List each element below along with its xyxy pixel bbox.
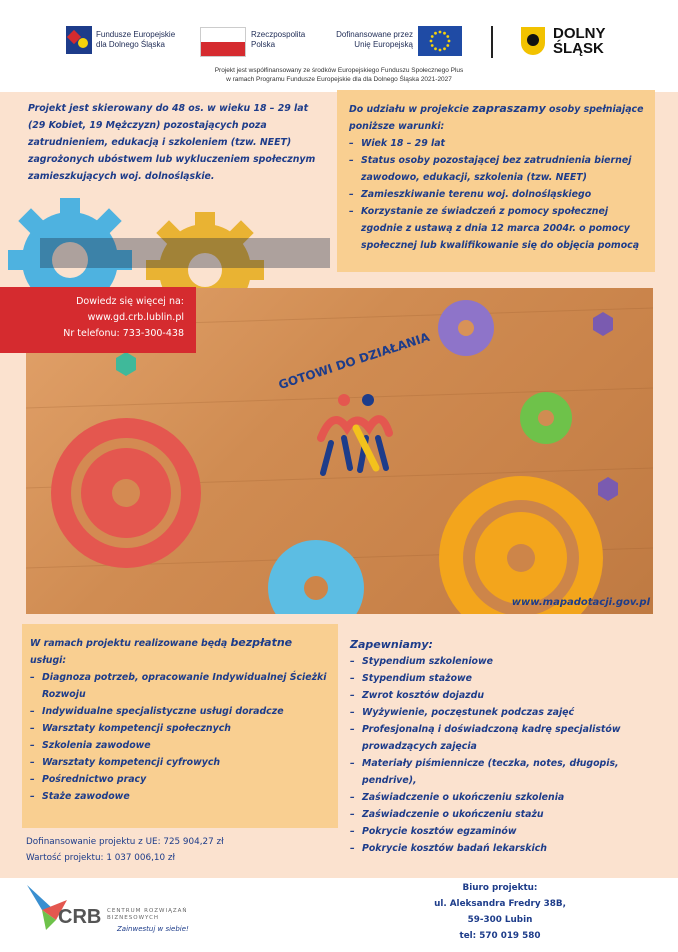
purple-nut-icon-2 bbox=[598, 477, 618, 501]
benefit-item: – Pokrycie kosztów badań lekarskich bbox=[350, 840, 650, 857]
service-item: – Pośrednictwo pracy bbox=[30, 771, 330, 788]
benefits-heading: Zapewniamy: bbox=[350, 638, 433, 651]
project-office: Biuro projektu: ul. Aleksandra Fredry 38B, 59-300 Lubin tel: 570 019 580 bbox=[400, 880, 600, 944]
eu-funding-amount: Dofinansowanie projektu z UE: 725 904,27 zł bbox=[26, 837, 224, 847]
benefit-item: – Stypendium stażowe bbox=[350, 670, 650, 687]
service-item: – Diagnoza potrzeb, opracowanie Indywidualnej Ścieżki Rozwoju bbox=[30, 669, 330, 703]
green-gear-icon bbox=[520, 392, 572, 444]
condition-item: – Status osoby pozostającej bez zatrudnienia biernej zawodowo, edukacji, szkolenia (tzw. NEET) bbox=[349, 152, 645, 186]
benefit-item: – Stypendium szkoleniowe bbox=[350, 653, 650, 670]
benefit-item: – Materiały piśmiennicze (teczka, notes, długopis, pendrive), bbox=[350, 755, 650, 789]
purple-nut-icon bbox=[593, 312, 613, 336]
conditions-list bbox=[349, 135, 645, 254]
condition-item: – Wiek 18 – 29 lat bbox=[349, 135, 645, 152]
project-intro bbox=[22, 90, 334, 190]
fundusze-europejskie-logo bbox=[66, 26, 92, 54]
benefits bbox=[338, 624, 658, 872]
dolny-slask-crest-icon bbox=[521, 27, 545, 55]
participation-conditions bbox=[337, 90, 655, 272]
gotowi-do-dzialania-logo bbox=[294, 373, 414, 493]
service-item: – Warsztaty kompetencji społecznych bbox=[30, 720, 330, 737]
benefit-item: – Pokrycie kosztów egzaminów bbox=[350, 823, 650, 840]
funding-info bbox=[26, 834, 224, 866]
intro-text: Projekt jest skierowany do 48 os. w wieku 18 – 29 lat (29 Kobiet, 19 Mężczyzn) pozostających poza zatrudnieniem, edukacją i szkoleniem (tzw. NEET) zagrożonych ubóstwem lub wykluczeniem społecznym zamieszkujących woj. dolnośląskie. bbox=[28, 103, 316, 182]
poland-flag-icon bbox=[200, 27, 246, 57]
contact-box bbox=[0, 287, 196, 353]
condition-item: – Korzystanie ze świadczeń z pomocy społecznej zgodnie z ustawą z dnia 12 marca 2004r. o pomocy społecznej lub kwalifikowanie się do objęcia pomocą bbox=[349, 203, 645, 254]
photo-credit[interactable]: www.mapadotacji.gov.pl bbox=[511, 597, 650, 608]
crb-subtitle: CENTRUM ROZWIĄZAŃ BIZNESOWYCH bbox=[107, 908, 188, 921]
conditions-heading: Do udziału w projekcie zapraszamy osoby spełniające poniższe warunki: bbox=[349, 102, 644, 132]
dolny-slask-logo-text: DOLNY ŚLĄSK bbox=[553, 25, 606, 57]
benefit-item: – Zwrot kosztów dojazdu bbox=[350, 687, 650, 704]
total-project-value: Wartość projektu: 1 037 006,10 zł bbox=[26, 853, 175, 863]
logo-text: GOTOWI DO DZIAŁANIA bbox=[276, 329, 432, 393]
light-blue-gear-icon bbox=[268, 540, 364, 614]
office-phone[interactable]: tel: 570 019 580 bbox=[459, 931, 541, 941]
service-item: – Szkolenia zawodowe bbox=[30, 737, 330, 754]
funding-note: Projekt jest współfinansowany ze środków Europejskiego Funduszu Społecznego Plus w ramach Programu Fundusze Europejskie dla dla Dolnego Śląska 2021-2027 bbox=[214, 67, 464, 83]
benefit-item: – Zaświadczenie o ukończeniu stażu bbox=[350, 806, 650, 823]
benefit-item: – Wyżywienie, poczęstunek podczas zajęć bbox=[350, 704, 650, 721]
rp-logo-text: Rzeczpospolita Polska bbox=[251, 30, 306, 49]
service-item: – Indywidualne specjalistyczne usługi doradcze bbox=[30, 703, 330, 720]
fe-logo-text: Fundusze Europejskie dla Dolnego Śląska bbox=[96, 30, 176, 49]
teal-nut-icon bbox=[116, 352, 136, 376]
condition-item: – Zamieszkiwanie terenu woj. dolnośląskiego bbox=[349, 186, 645, 203]
benefit-item: – Profesjonalną i doświadczoną kadrę specjalistów prowadzących zajęcia bbox=[350, 721, 650, 755]
service-item: – Warsztaty kompetencji cyfrowych bbox=[30, 754, 330, 771]
eu-logo-text: Dofinansowane przez Unię Europejską bbox=[336, 30, 413, 49]
services-heading: W ramach projektu realizowane będą bezpłatne usługi: bbox=[30, 636, 293, 666]
shadow-band bbox=[40, 238, 330, 268]
services-list bbox=[30, 669, 330, 805]
benefit-item: – Zaświadczenie o ukończeniu szkolenia bbox=[350, 789, 650, 806]
orange-gear-icon bbox=[439, 476, 603, 614]
crb-slogan: Zainwestuj w siebie! bbox=[117, 925, 189, 933]
header-divider bbox=[491, 26, 493, 58]
eu-flag-icon bbox=[418, 26, 462, 56]
crb-logo-text: CRB bbox=[58, 906, 102, 928]
red-gear-icon bbox=[51, 418, 201, 568]
contact-website-link[interactable]: www.gd.crb.lublin.pl bbox=[87, 312, 184, 323]
contact-phone[interactable]: Nr telefonu: 733-300-438 bbox=[63, 328, 184, 339]
contact-heading: Dowiedz się więcej na: bbox=[76, 296, 184, 307]
service-item: – Staże zawodowe bbox=[30, 788, 330, 805]
free-services bbox=[22, 624, 338, 828]
benefits-list bbox=[350, 653, 650, 857]
